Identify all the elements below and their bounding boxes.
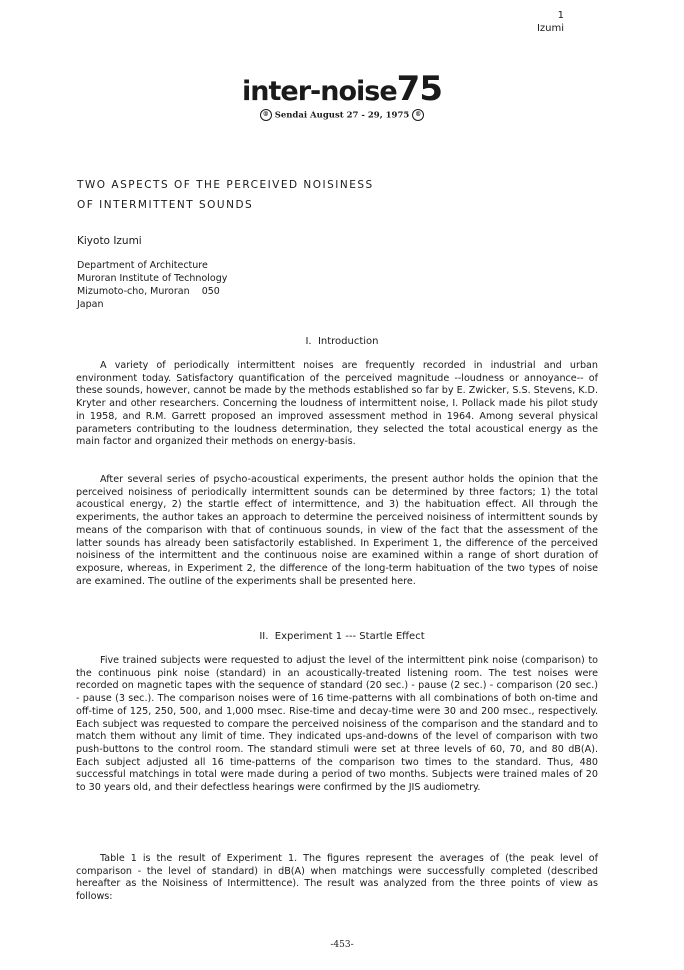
affiliation-line: Muroran Institute of Technology	[77, 273, 228, 284]
conference-date-location: Sendai August 27 - 29, 1975	[274, 110, 410, 121]
registered-mark-icon: ®	[412, 109, 424, 121]
affiliation-line: Department of Architecture	[77, 260, 208, 271]
body-paragraph	[76, 853, 598, 904]
paragraph-text: After several series of psycho-acoustical experiments, the present author holds the opinion that the perceived noisiness of periodically intermittent sounds can be determined by three factors; 1) the total acoustical energy, 2) the startle effect of intermittence, and 3) the habituation effect. All through the experiments, the author takes an approach to determine the perceived noisiness of intermittent sounds by means of the comparison with that of continuous sounds, in view of the fact that the assessment of the latter sounds has already been satisfactorily established. In Experiment 1, the difference of the perceived noisiness of the intermittent and the continuous noise are examined within a range of short duration of exposure, whereas, in Experiment 2, the difference of the long-term habituation of the two types of noise are examined. The outline of the experiments shall be presented here.	[76, 474, 598, 587]
body-paragraph	[76, 474, 598, 588]
body-paragraph	[76, 360, 598, 449]
section-heading-introduction: I. Introduction	[305, 336, 379, 347]
logo-text: inter-noise	[242, 76, 397, 107]
affiliation-line: Japan	[77, 299, 104, 310]
body-paragraph	[76, 655, 598, 795]
registered-mark-icon: ®	[260, 109, 272, 121]
running-header-author: Izumi	[536, 23, 564, 34]
page-number-top: 1	[557, 10, 564, 21]
affiliation-block	[77, 259, 227, 311]
paper-title-line-1: TWO ASPECTS OF THE PERCEIVED NOISINESS	[77, 179, 374, 191]
affiliation-line: Mizumoto-cho, Muroran 050	[77, 286, 220, 297]
paragraph-text: A variety of periodically intermittent noises are frequently recorded in industrial and urban environment today. Satisfactory quantification of the perceived magnitude --loudness or annoyance-- of these sounds, however, cannot be made by the methods established so far by E. Zwicker, S.S. Stevens, K.D. Kryter and other researchers. Concerning the loudness of intermittent noise, I. Pollack made his pilot study in 1958, and R.M. Garrett proposed an improved assessment method in 1964. Among several physical parameters contributing to the loudness determination, they selected the total acoustical energy as the main factor and organized their methods on energy-basis.	[76, 360, 598, 448]
paragraph-text: Table 1 is the result of Experiment 1. The figures represent the averages of (the peak level of comparison - the level of standard) in dB(A) when matchings were successfully completed (described hereafter as the Noisiness of Intermittence). The result was analyzed from the three points of view as follows:	[76, 853, 598, 903]
paper-title-line-2: OF INTERMITTENT SOUNDS	[77, 199, 254, 211]
section-heading-experiment-1: II. Experiment 1 --- Startle Effect	[259, 631, 425, 642]
author-name: Kiyoto Izumi	[77, 235, 142, 247]
paragraph-text: Five trained subjects were requested to adjust the level of the intermittent pink noise (comparison) to the continuous pink noise (standard) in an acoustically-treated listening room. The test noises were recorded on magnetic tapes with the sequence of standard (20 sec.) - pause (2 sec.) - comparison (20 sec.) - pause (3 sec.). The comparison noises were of 16 time-patterns with all combinations of both on-time and off-time of 125, 250, 500, and 1,000 msec. Rise-time and decay-time were 30 and 200 msec., respectively. Each subject was requested to compare the perceived noisiness of the comparison and the standard and to match them without any limit of time. They indicated ups-and-downs of the level of comparison with two push-buttons to the control room. The standard stimuli were set at three levels of 60, 70, and 80 dB(A). Each subject adjusted all 16 time-patterns of the comparison two times to the standard. Thus, 480 successful matchings in total were made during a period of two months. Subjects were trained males of 20 to 30 years old, and their defectless hearings were confirmed by the JIS audiometry.	[76, 655, 598, 794]
conference-logo	[0, 69, 684, 109]
page-footer-number: -453-	[330, 940, 354, 950]
conference-line	[0, 109, 684, 121]
logo-year: 75	[396, 69, 442, 109]
